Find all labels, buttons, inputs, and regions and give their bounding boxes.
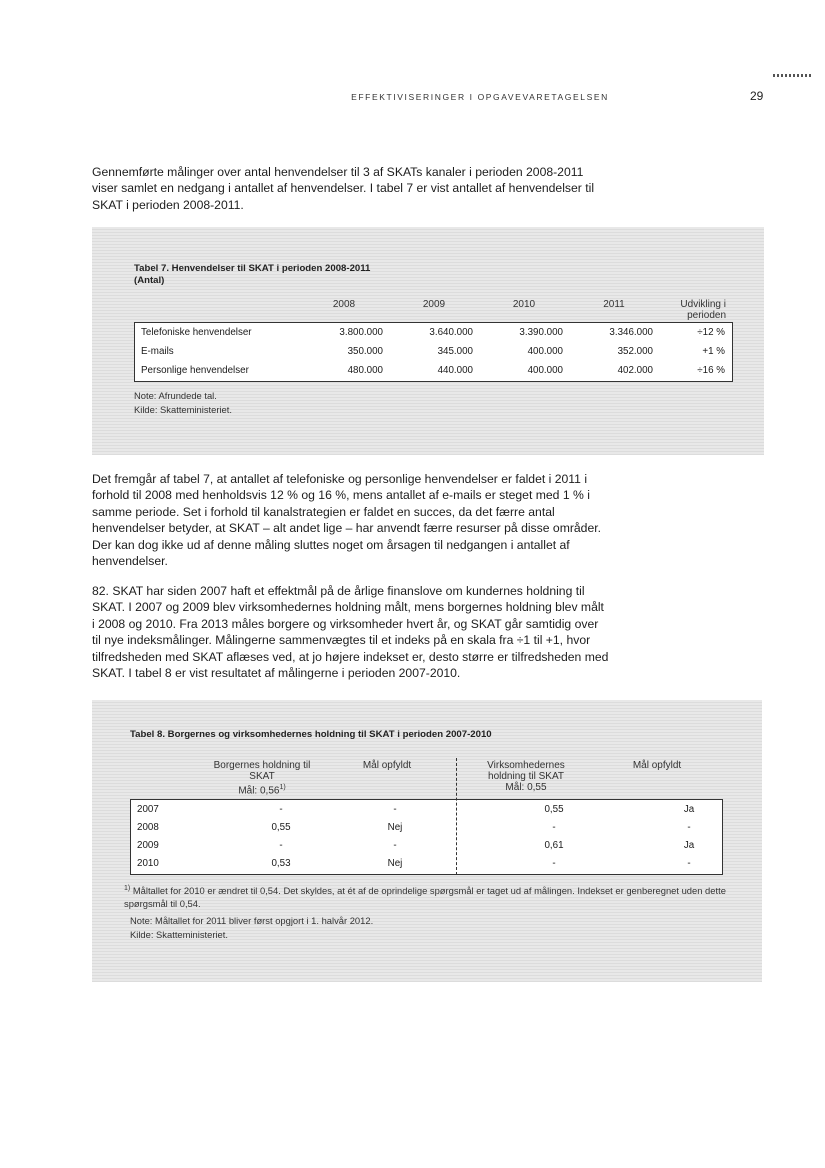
- t7-cell: +1 %: [702, 346, 725, 357]
- t7-row-label: Personlige henvendelser: [141, 365, 249, 376]
- table-7: [92, 227, 764, 455]
- t8-year: 2007: [137, 804, 159, 815]
- paragraph-82: 82. SKAT har siden 2007 haft et effektmål på de årlige finanslove om kundernes holdning til SKAT. I 2007 og 2009 blev virksomhedernes holdning målt, mens borgernes holdning blev målt i 2008 og 2010. Fra 2013 måles borgere og virksomheder hvert år, og SKAT går samtidig over til nye indeksmålinger. Målingerne sammenvægtes til et indeks på en skala fra ÷1 til +1, hvor tilfredsheden med SKAT aflæses ved, at jo højere indekset er, desto større er tilfredsheden med SKAT. I tabel 8 er vist resultatet af målingerne i perioden 2007-2010.: [92, 584, 609, 681]
- t8-footnote: $^{1)}$ Måltallet for 2010 er ændret til 0,54. Det skyldes, at ét af de oprindelige spørgsmål er taget ud af målingen. Indekset er genberegnet uden dette spørgsmål til 0,54.: [124, 885, 726, 910]
- t8-cell: -: [279, 840, 283, 851]
- page-mark: [773, 74, 813, 77]
- t8-cell: 0,53: [271, 858, 291, 869]
- t7-cell: 400.000: [527, 365, 563, 376]
- t7-row-label: E-mails: [141, 346, 174, 357]
- table-8: [92, 700, 762, 982]
- t7-cell: 400.000: [527, 346, 563, 357]
- t8-year: 2009: [137, 840, 159, 851]
- paragraph-intro: Gennemførte målinger over antal henvendelser til 3 af SKATs kanaler i perioden 2008-2011 viser samlet en nedgang i antallet af henvendelser. I tabel 7 er vist antallet af henvendelser til SKAT i perioden 2008-2011.: [92, 165, 595, 212]
- t8-cell: -: [552, 858, 556, 869]
- t7-cell: 402.000: [617, 365, 653, 376]
- t8-cell: Nej: [387, 822, 403, 833]
- t8-col-maal1: Mål opfyldt: [362, 760, 412, 771]
- t7-cell: ÷16 %: [697, 365, 725, 376]
- t8-column-divider: [456, 758, 457, 875]
- t7-note: Note: Afrundede tal.: [134, 390, 217, 401]
- table-7-title: Tabel 7. Henvendelser til SKAT i perioden 2008-2011 (Antal): [134, 263, 371, 286]
- t7-cell: 3.800.000: [339, 327, 383, 338]
- t7-cell: ÷12 %: [697, 327, 725, 338]
- running-header: EFFEKTIVISERINGER I OPGAVEVARETAGELSEN: [351, 92, 609, 102]
- t7-col-2011: 2011: [603, 299, 625, 310]
- t8-cell: 0,61: [544, 840, 564, 851]
- t7-cell: 3.390.000: [519, 327, 563, 338]
- t8-cell: -: [393, 840, 397, 851]
- page-number: 29: [750, 89, 764, 103]
- t7-row-label: Telefoniske henvendelser: [141, 327, 252, 338]
- t8-cell: -: [393, 804, 397, 815]
- t7-col-2008: 2008: [332, 299, 356, 310]
- t8-cell: -: [687, 858, 691, 869]
- t8-cell: -: [552, 822, 556, 833]
- paragraph-analysis: Det fremgår af tabel 7, at antallet af telefoniske og personlige henvendelser er faldet i 2011 i forhold til 2008 med henholdsvis 12 % og 16 %, mens antallet af e-mails er steget med 1 % i samme periode. Set i forhold til kanalstrategien er faldet en succes, da det færre antal henvendelser betyder, at SKAT – alt andet lige – har anvendt færre resurser på disse områder. Der kan dog ikke ud af denne måling sluttes noget om årsagen til nedgangen i antallet af henvendelser.: [92, 472, 602, 569]
- t7-cell: 350.000: [347, 346, 383, 357]
- t8-cell: 0,55: [544, 804, 564, 815]
- t7-source: Kilde: Skatteministeriet.: [134, 404, 232, 415]
- t7-col-udvikling: Udvikling i perioden: [680, 299, 726, 321]
- t8-cell: -: [687, 822, 691, 833]
- t7-cell: 3.346.000: [609, 327, 653, 338]
- t8-year: 2010: [137, 858, 159, 869]
- t8-col-borgere: Borgernes holdning til SKAT Mål: 0,56$^{1)}$: [213, 760, 311, 797]
- t8-year: 2008: [137, 822, 159, 833]
- table-8-title: Tabel 8. Borgernes og virksomhedernes holdning til SKAT i perioden 2007-2010: [130, 729, 492, 740]
- t8-cell: Nej: [387, 858, 403, 869]
- t7-cell: 440.000: [437, 365, 473, 376]
- t8-col-maal2: Mål opfyldt: [632, 760, 682, 771]
- t7-cell: 480.000: [347, 365, 383, 376]
- t7-cell: 345.000: [437, 346, 473, 357]
- t8-note: Note: Måltallet for 2011 bliver først opgjort i 1. halvår 2012.: [130, 915, 374, 926]
- table-7-body: [134, 322, 733, 382]
- t8-cell: Ja: [683, 840, 695, 851]
- t8-col-virk: Virksomhedernes holdning til SKAT Mål: 0,55: [487, 760, 565, 793]
- t7-col-2009: 2009: [422, 299, 446, 310]
- t7-cell: 3.640.000: [429, 327, 473, 338]
- t7-cell: 352.000: [617, 346, 653, 357]
- table-8-body: [130, 799, 723, 875]
- t7-col-2010: 2010: [512, 299, 536, 310]
- t8-source: Kilde: Skatteministeriet.: [130, 929, 228, 940]
- t8-cell: Ja: [683, 804, 695, 815]
- t8-cell: 0,55: [271, 822, 291, 833]
- t8-cell: -: [279, 804, 283, 815]
